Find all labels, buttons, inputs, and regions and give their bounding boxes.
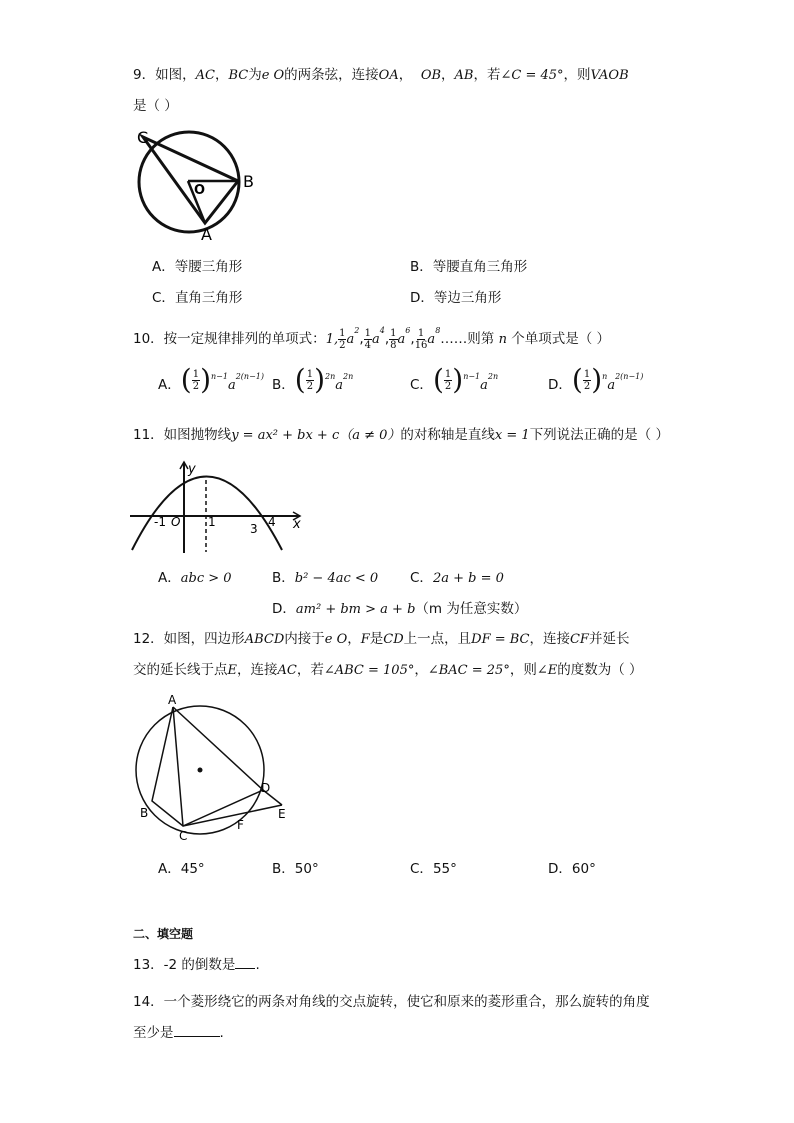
- q9-stem-line2: 是（ ）: [133, 98, 178, 114]
- q11-number: 11．如图抛物线: [133, 427, 232, 443]
- q10-option-b-letter: B．: [272, 377, 295, 393]
- q10-term-2-exp: 4: [379, 326, 385, 335]
- q10-option-c-num: 1: [444, 368, 452, 380]
- q9-if: ，若: [473, 67, 501, 83]
- q10-option-b-exp2: 2n: [343, 372, 354, 381]
- q9-option-b-letter: B．: [410, 259, 433, 275]
- q12-point: 上一点，且: [403, 631, 472, 647]
- q11-option-a[interactable]: [158, 566, 232, 586]
- q13-stem: [133, 955, 260, 975]
- q9-AC: AC: [195, 68, 215, 83]
- q12-inscribed: 内接于: [284, 631, 325, 647]
- q12-label-f: F: [237, 818, 244, 832]
- q9-option-c-letter: C．: [152, 290, 175, 306]
- q9-option-a-text: 等腰三角形: [174, 259, 243, 275]
- q11-figure: [130, 458, 310, 558]
- q10-term-1-den: 2: [339, 339, 346, 351]
- q9-sep2: ，: [398, 67, 413, 83]
- q10-option-c-exp2: 2n: [487, 372, 499, 381]
- q11-tail: 下列说法正确的是（ ）: [529, 427, 669, 443]
- q9-OB: OB: [420, 68, 442, 83]
- q9-AB: AB: [454, 68, 474, 83]
- q10-n: n: [498, 332, 507, 347]
- q12-angle-bac: ∠BAC = 25°: [427, 663, 510, 678]
- q9-label-b: B: [243, 172, 254, 191]
- q12-label-c: C: [179, 829, 188, 840]
- q10-term-3-num: 1: [390, 327, 397, 339]
- q10-term-3-exp: 6: [405, 326, 411, 335]
- q12-ac-line: [173, 707, 183, 826]
- q11-option-a-letter: A．: [158, 570, 181, 586]
- q10-term-2-den: 4: [364, 339, 371, 351]
- section-title: 二、填空题: [133, 927, 194, 941]
- q12-option-d[interactable]: [548, 857, 596, 877]
- q12-stem-line2: [133, 660, 643, 681]
- q9-option-a[interactable]: [152, 255, 242, 275]
- q14-text: 至少是: [133, 1025, 174, 1041]
- q12-cf: CF: [569, 632, 589, 647]
- q12-option-b-text: 50°: [294, 861, 319, 877]
- q11-option-b-expr: b² − 4ac < 0: [294, 571, 379, 586]
- q12-figure: [130, 690, 300, 840]
- q10-term-2: $\frac{1}{4}$ $a^4$,: [364, 326, 390, 351]
- q12-option-b[interactable]: [272, 857, 319, 877]
- q11-option-d[interactable]: [272, 597, 527, 617]
- q10-option-c-letter: C．: [410, 377, 433, 393]
- q9-triangle-aob: VAOB: [590, 68, 629, 83]
- q10-option-c-exp1: n−1: [463, 372, 481, 381]
- q12-degree: 的度数为（ ）: [557, 662, 643, 678]
- q9-OA: OA: [378, 68, 399, 83]
- q12-connect2: ，连接: [237, 662, 278, 678]
- q11-stem: [133, 425, 669, 446]
- q9-option-a-letter: A．: [152, 259, 175, 275]
- q10-option-c-den: 2: [444, 380, 452, 392]
- q12-e: E: [227, 663, 237, 678]
- q9-number: 9．如图，: [133, 67, 196, 83]
- q12-label-b: B: [140, 806, 149, 820]
- q11-label-4: 4: [268, 515, 276, 529]
- q10-term-1-var: a: [346, 332, 355, 347]
- q12-sep2: ，: [414, 662, 428, 678]
- q10-option-a-letter: A．: [158, 377, 181, 393]
- q12-option-a-letter: A．: [158, 861, 181, 877]
- q9-BC: BC: [228, 68, 249, 83]
- q10-option-d-num: 1: [583, 368, 591, 380]
- q10-option-b-var: a: [335, 378, 344, 393]
- q11-label-x: x: [293, 517, 301, 532]
- q12-option-d-text: 60°: [571, 861, 596, 877]
- q11-label-y: y: [188, 462, 196, 477]
- q12-label-a: A: [168, 693, 177, 707]
- q12-then: ，则: [509, 662, 537, 678]
- q11-label-origin: O: [171, 515, 181, 529]
- q9-sep3: ，: [441, 67, 455, 83]
- q11-option-d-note: （m 为任意实数）: [415, 601, 528, 617]
- q12-label-e: E: [278, 807, 286, 821]
- q12-cfe-line: [183, 805, 282, 826]
- q10-term-3: $\frac{1}{8}$ $a^6$,: [390, 326, 415, 351]
- q12-angle-abc: ∠ABC = 105°: [323, 663, 415, 678]
- q9-sep: ，: [214, 67, 229, 83]
- q9-option-c[interactable]: [152, 286, 242, 306]
- q9-label-a: A: [201, 225, 212, 244]
- q14-stem-line1: 14．一个菱形绕它的两条对角线的交点旋转，使它和原来的菱形重合，那么旋转的角度: [133, 994, 650, 1010]
- q10-option-a-exp2: 2(n−1): [235, 372, 264, 381]
- q9-label-c: C: [137, 128, 149, 147]
- q11-option-c-expr: 2a + b = 0: [432, 571, 504, 586]
- q11-label-3: 3: [250, 522, 258, 536]
- q10-seq-one: 1,: [325, 332, 339, 347]
- q10-option-b-den: 2: [306, 380, 314, 392]
- q11-option-d-expr: am² + bm > a + b: [295, 602, 416, 617]
- q11-axis-eq: x = 1: [494, 428, 530, 443]
- q10-option-a[interactable]: A． ( $\frac{1}{2}$ ) $^{n-1}a^{2(n-1)}$: [158, 363, 264, 396]
- q11-option-d-letter: D．: [272, 601, 296, 617]
- q12-option-a-text: 45°: [180, 861, 205, 877]
- q10-option-c-var: a: [480, 378, 488, 393]
- q11-mid: 的对称轴是直线: [400, 427, 495, 443]
- q12-df-bc: DF = BC: [471, 632, 530, 647]
- q10-term-4-num: 1: [417, 327, 425, 339]
- q12-option-c-letter: C．: [410, 861, 433, 877]
- q11-option-b-letter: B．: [272, 570, 295, 586]
- q9-text: 的两条弦，连接: [284, 67, 379, 83]
- q12-label-d: D: [261, 781, 271, 795]
- q11-option-c-letter: C．: [410, 570, 433, 586]
- q10-number: 10．按一定规律排列的单项式：: [133, 331, 326, 347]
- q12-angle-e: ∠E: [536, 663, 558, 678]
- q12-option-c-text: 55°: [432, 861, 457, 877]
- q10-term-1: $\frac{1}{2}$ $a^2$,: [339, 326, 364, 351]
- q11-label-1: 1: [208, 515, 216, 529]
- q10-option-d[interactable]: D． ( $\frac{1}{2}$ ) $^na^{2(n-1)}$: [548, 363, 644, 396]
- q12-cd: CD: [383, 632, 404, 647]
- q10-option-b-exp1: 2n: [325, 372, 336, 381]
- q12-intersect: 交的延长线于点: [133, 662, 228, 678]
- q11-option-b[interactable]: [272, 566, 378, 586]
- q9-option-d-letter: D．: [410, 290, 434, 306]
- q9-option-d-text: 等边三角形: [433, 290, 502, 306]
- q10-option-d-exp1: n: [602, 372, 608, 381]
- q9-circle-O: e O: [261, 68, 285, 83]
- q10-stem: [133, 318, 610, 353]
- q9-option-c-text: 直角三角形: [174, 290, 243, 306]
- q10-term-4-exp: 8: [435, 326, 441, 335]
- q9-option-b[interactable]: [410, 255, 527, 275]
- q10-term-4-var: a: [427, 332, 436, 347]
- q12-option-b-letter: B．: [272, 861, 295, 877]
- q10-option-a-num: 1: [192, 368, 200, 380]
- q12-center-dot: [198, 768, 203, 773]
- q9-stem-line1: [133, 65, 629, 86]
- q12-option-c[interactable]: [410, 857, 457, 877]
- q12-option-a[interactable]: [158, 857, 205, 877]
- q10-tail2: 个单项式是（ ）: [511, 331, 611, 347]
- q12-connect: ，连接: [529, 631, 570, 647]
- q9-wei: 为: [248, 67, 262, 83]
- q12-extend: 并延长: [588, 631, 630, 647]
- q9-option-b-text: 等腰直角三角形: [432, 259, 528, 275]
- q11-parabola: [132, 477, 282, 551]
- q10-option-d-den: 2: [583, 380, 591, 392]
- q10-option-b-num: 1: [306, 368, 314, 380]
- q9-then: ，则: [563, 67, 591, 83]
- q12-circle-o: e O: [324, 632, 348, 647]
- q9-label-o: O: [194, 183, 206, 198]
- q10-option-a-var: a: [227, 378, 236, 393]
- q12-if: ，若: [296, 662, 324, 678]
- q14-period: .: [219, 1025, 224, 1041]
- q11-option-c[interactable]: [410, 566, 504, 586]
- q11-equation: y = ax² + bx + c（a ≠ 0）: [231, 428, 401, 443]
- q10-term-2-num: 1: [364, 327, 371, 339]
- q12-stem-line1: [133, 629, 629, 650]
- q12-f: F: [360, 632, 370, 647]
- q10-option-a-den: 2: [192, 380, 200, 392]
- q10-term-2-var: a: [372, 332, 380, 347]
- q14-stem-line2: [133, 1023, 224, 1043]
- q10-option-d-letter: D．: [548, 377, 572, 393]
- q10-term-1-exp: 2: [354, 326, 360, 335]
- q13-period: .: [255, 957, 260, 973]
- q12-option-d-letter: D．: [548, 861, 572, 877]
- q12-sep1: ，: [347, 631, 361, 647]
- q10-option-c[interactable]: C． ( $\frac{1}{2}$ ) $^{n-1}a^{2n}$: [410, 363, 499, 396]
- q10-term-4-den: 16: [414, 339, 428, 351]
- q14-answer-blank[interactable]: [174, 1024, 220, 1037]
- q12-is: 是: [369, 631, 384, 647]
- q10-term-4: [414, 326, 441, 351]
- q10-option-b[interactable]: B． ( $\frac{1}{2}$ ) $^{2n}a^{2n}$: [272, 363, 354, 396]
- q12-abcd: ABCD: [244, 632, 285, 647]
- q13-answer-blank[interactable]: [235, 956, 255, 969]
- q10-term-3-den: 8: [390, 339, 397, 351]
- q10-term-3-var: a: [397, 332, 406, 347]
- q10-option-d-exp2: 2(n−1): [615, 372, 644, 381]
- q10-tail1: ……则第: [440, 331, 495, 347]
- q10-option-a-exp1: n−1: [211, 372, 228, 381]
- q9-figure: [130, 124, 270, 244]
- q10-term-1-num: 1: [339, 327, 346, 339]
- q12-number: 12．如图，四边形: [133, 631, 245, 647]
- q9-angle-c: ∠C = 45°: [500, 68, 564, 83]
- q13-text: 13．-2 的倒数是: [133, 957, 236, 973]
- q9-option-d[interactable]: [410, 286, 501, 306]
- q12-ac: AC: [277, 663, 297, 678]
- q10-option-d-var: a: [607, 378, 616, 393]
- q11-label-neg1: -1: [154, 515, 166, 529]
- q11-option-a-expr: abc > 0: [180, 571, 232, 586]
